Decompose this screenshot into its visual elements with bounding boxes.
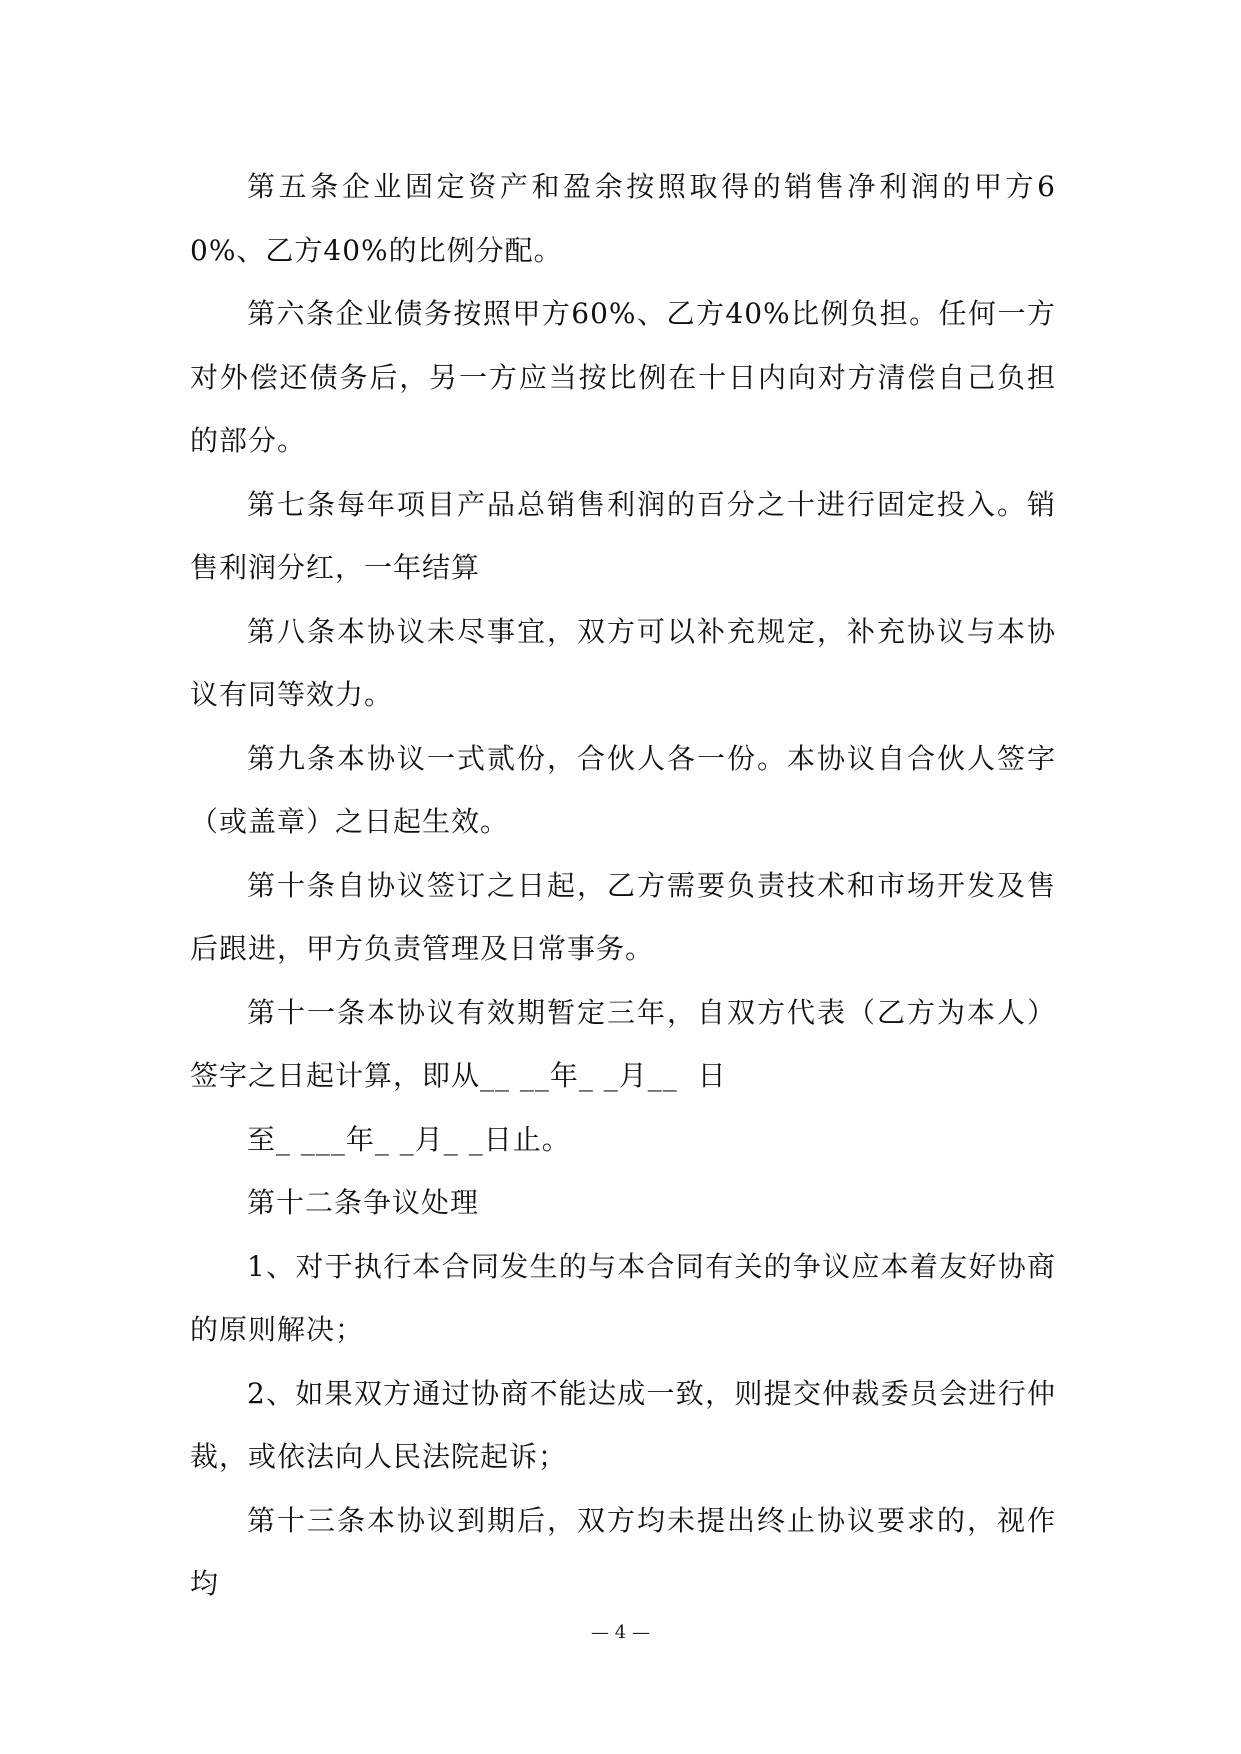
article-11-paragraph: 第十一条本协议有效期暂定三年，自双方代表（乙方为本人）签字之日起计算，即从__ __年_ _月__ 日 [190, 995, 1056, 1092]
article-5-paragraph: 第五条企业固定资产和盈余按照取得的销售净利润的甲方60%、乙方40%的比例分配。 [190, 170, 1056, 267]
article-13-paragraph: 第十三条本协议到期后，双方均未提出终止协议要求的，视作均 [190, 1503, 1056, 1600]
article-12-item-1: 1、对于执行本合同发生的与本合同有关的争议应本着友好协商的原则解决； [190, 1249, 1056, 1346]
article-9-paragraph: 第九条本协议一式贰份，合伙人各一份。本协议自合伙人签字（或盖章）之日起生效。 [190, 741, 1056, 838]
article-6-paragraph: 第六条企业债务按照甲方60%、乙方40%比例负担。任何一方对外偿还债务后，另一方应当按比例在十日内向对方清偿自己负担的部分。 [190, 297, 1056, 457]
article-12-heading: 第十二条争议处理 [247, 1186, 480, 1219]
document-body [190, 155, 1056, 1616]
article-12-item-2: 2、如果双方通过协商不能达成一致，则提交仲裁委员会进行仲裁，或依法向人民法院起诉； [190, 1376, 1056, 1473]
article-11-end-date-line: 至_ ___年_ _月_ _日止。 [247, 1122, 571, 1156]
article-10-paragraph: 第十条自协议签订之日起，乙方需要负责技术和市场开发及售后跟进，甲方负责管理及日常事务。 [190, 868, 1056, 965]
article-7-paragraph: 第七条每年项目产品总销售利润的百分之十进行固定投入。销售利润分红，一年结算 [190, 487, 1056, 584]
article-8-paragraph: 第八条本协议未尽事宜，双方可以补充规定，补充协议与本协议有同等效力。 [190, 614, 1056, 711]
page-number: — 4 — [591, 1622, 650, 1643]
